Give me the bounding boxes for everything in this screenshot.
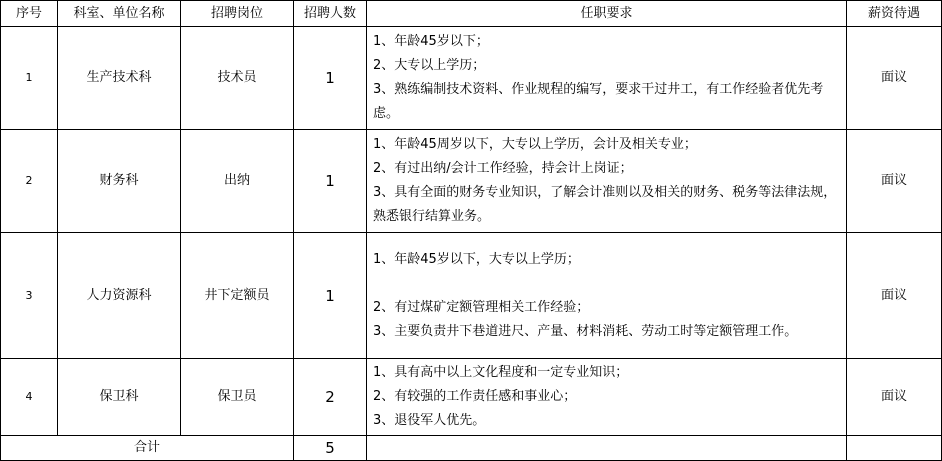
requirement-line: 1、年龄45岁以下，大专以上学历； bbox=[373, 251, 580, 267]
total-row bbox=[1, 436, 942, 461]
requirement-line: 2、大专以上学历； bbox=[373, 58, 486, 73]
cell-seq: 4 bbox=[1, 359, 58, 436]
total-label: 合计 bbox=[1, 436, 294, 461]
requirement-line: 3、主要负责井下巷道进尺、产量、材料消耗、劳动工时等定额管理工作。 bbox=[373, 323, 798, 339]
table-row bbox=[1, 27, 942, 130]
cell-position: 技术员 bbox=[181, 27, 294, 130]
cell-requirements bbox=[367, 130, 847, 233]
header-seq: 序号 bbox=[1, 1, 58, 27]
header-requirements: 任职要求 bbox=[367, 1, 847, 27]
cell-seq: 1 bbox=[1, 27, 58, 130]
requirement-line: 2、有过煤矿定额管理相关工作经验； bbox=[373, 299, 590, 315]
requirement-spacer bbox=[373, 272, 842, 296]
cell-requirements bbox=[367, 27, 847, 130]
total-count: 5 bbox=[294, 436, 367, 461]
cell-count: 1 bbox=[294, 130, 367, 233]
cell-count: 2 bbox=[294, 359, 367, 436]
cell-requirements bbox=[367, 359, 847, 436]
requirement-line: 3、退役军人优先。 bbox=[373, 413, 486, 428]
total-empty-requirements bbox=[367, 436, 847, 461]
cell-position: 出纳 bbox=[181, 130, 294, 233]
cell-position: 保卫员 bbox=[181, 359, 294, 436]
cell-dept: 财务科 bbox=[58, 130, 181, 233]
cell-seq: 3 bbox=[1, 233, 58, 359]
cell-seq: 2 bbox=[1, 130, 58, 233]
requirement-line: 2、有过出纳/会计工作经验，持会计上岗证； bbox=[373, 161, 633, 176]
cell-requirements bbox=[367, 233, 847, 359]
requirement-line: 1、年龄45岁以下； bbox=[373, 34, 489, 49]
header-position: 招聘岗位 bbox=[181, 1, 294, 27]
cell-salary: 面议 bbox=[847, 359, 942, 436]
header-dept: 科室、单位名称 bbox=[58, 1, 181, 27]
cell-position: 井下定额员 bbox=[181, 233, 294, 359]
cell-salary: 面议 bbox=[847, 130, 942, 233]
table-row bbox=[1, 130, 942, 233]
cell-salary: 面议 bbox=[847, 233, 942, 359]
cell-dept: 生产技术科 bbox=[58, 27, 181, 130]
requirement-line: 1、年龄45周岁以下，大专以上学历，会计及相关专业； bbox=[373, 137, 697, 152]
requirement-line: 2、有较强的工作责任感和事业心； bbox=[373, 389, 577, 404]
requirement-line: 3、熟练编制技术资料、作业规程的编写，要求干过井工，有工作经验者优先考虑。 bbox=[373, 82, 824, 121]
requirement-line: 1、具有高中以上文化程度和一定专业知识； bbox=[373, 365, 629, 380]
header-salary: 薪资待遇 bbox=[847, 1, 942, 27]
header-count: 招聘人数 bbox=[294, 1, 367, 27]
header-row bbox=[1, 1, 942, 27]
cell-count: 1 bbox=[294, 27, 367, 130]
table-row bbox=[1, 359, 942, 436]
cell-count: 1 bbox=[294, 233, 367, 359]
total-empty-salary bbox=[847, 436, 942, 461]
cell-dept: 人力资源科 bbox=[58, 233, 181, 359]
requirement-line: 3、具有全面的财务专业知识，了解会计准则以及相关的财务、税务等法律法规，熟悉银行结算业务。 bbox=[373, 185, 837, 224]
cell-dept: 保卫科 bbox=[58, 359, 181, 436]
cell-salary: 面议 bbox=[847, 27, 942, 130]
table-row bbox=[1, 233, 942, 359]
